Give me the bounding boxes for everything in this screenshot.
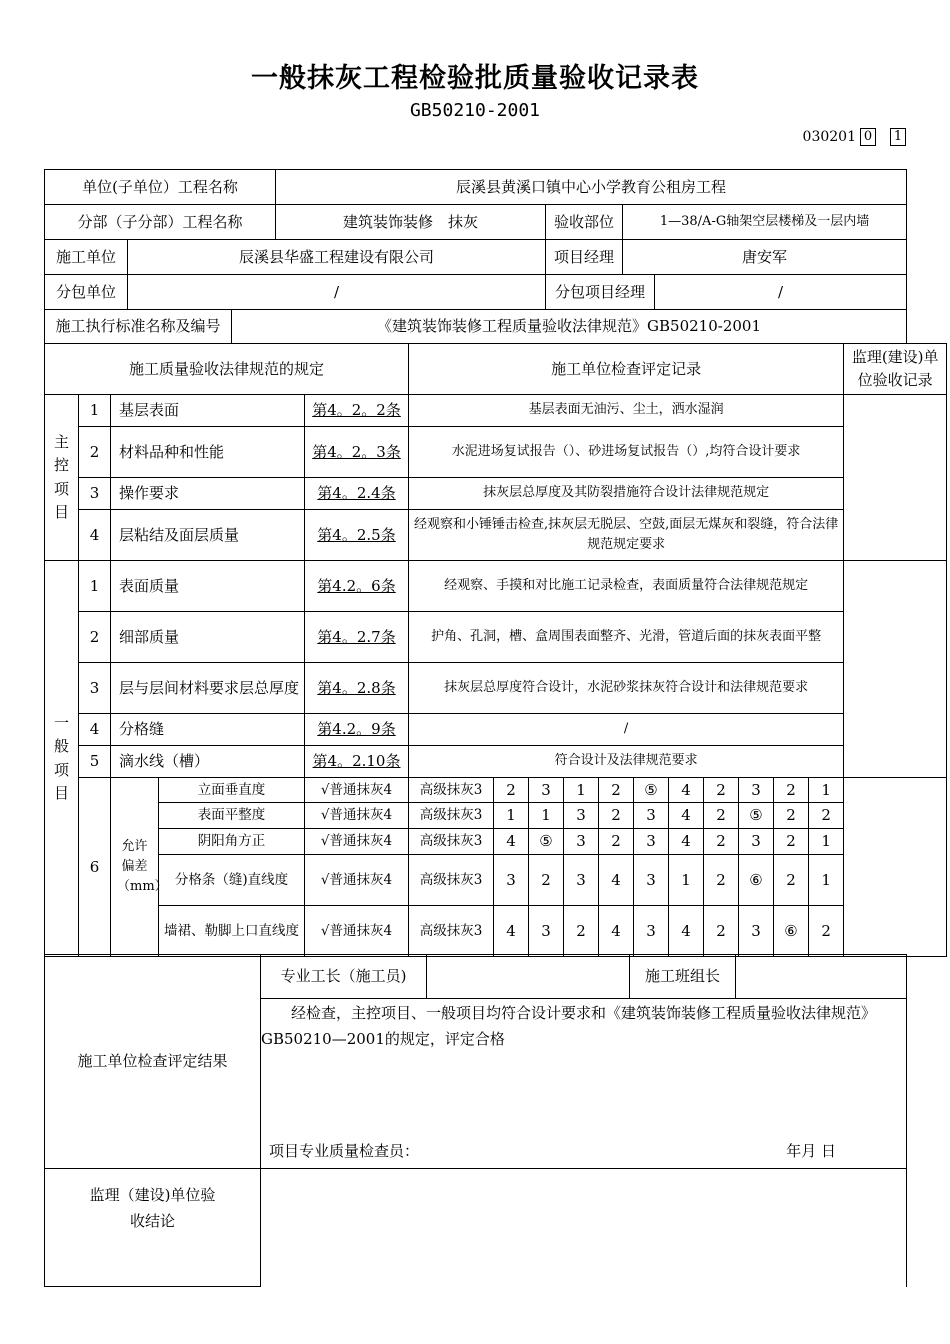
measure: 2 — [704, 803, 739, 829]
general-items-group-label: 一般项目 — [45, 561, 79, 957]
subproject-value: 建筑装饰装修 抹灰 — [276, 205, 546, 240]
main-item-clause: 第4。2.4条 — [305, 478, 409, 510]
measure: 1 — [494, 803, 529, 829]
measure: 1 — [809, 855, 844, 906]
form-code-box-1: 0 — [860, 128, 876, 146]
main-item-name: 操作要求 — [111, 478, 305, 510]
measure: 2 — [494, 778, 529, 803]
measure: ⑤ — [739, 803, 774, 829]
general-item-no: 3 — [79, 663, 111, 714]
tolerance-normal: √普通抹灰4 — [305, 829, 409, 855]
measure: 2 — [599, 803, 634, 829]
measure: 3 — [634, 855, 669, 906]
tolerance-high: 高级抹灰3 — [409, 803, 494, 829]
team-leader-value — [736, 955, 907, 999]
col-check-header: 施工单位检查评定记录 — [409, 344, 844, 395]
main-item-clause: 第4。2。3条 — [305, 427, 409, 478]
form-code — [803, 128, 906, 146]
measure: 2 — [774, 855, 809, 906]
measure: 1 — [529, 803, 564, 829]
project-value: 辰溪县黄溪口镇中心小学教育公租房工程 — [276, 170, 907, 205]
measure: 4 — [494, 906, 529, 957]
main-items-supervisor-record — [844, 395, 947, 561]
measure: 1 — [669, 855, 704, 906]
sub-pm-label: 分包项目经理 — [546, 275, 655, 310]
form-code-box-2: 1 — [890, 128, 906, 146]
date-label: 年月 日 — [786, 1142, 836, 1160]
tolerance-high: 高级抹灰3 — [409, 778, 494, 803]
general-item-no: 2 — [79, 612, 111, 663]
measure: 2 — [774, 778, 809, 803]
foreman-value — [427, 955, 630, 999]
measure: 2 — [599, 778, 634, 803]
measure: ⑤ — [634, 778, 669, 803]
main-item-record: 基层表面无油污、尘土，洒水湿润 — [409, 395, 844, 427]
main-item-no: 1 — [79, 395, 111, 427]
measure: 4 — [669, 778, 704, 803]
main-item-clause: 第4。2.5条 — [305, 510, 409, 561]
tolerance-label: 允许偏差（mm） — [111, 778, 159, 957]
col-spec-header: 施工质量验收法律规范的规定 — [45, 344, 409, 395]
tolerance-normal: √普通抹灰4 — [305, 803, 409, 829]
main-items-group-label: 主控项目 — [45, 395, 79, 561]
result-label: 施工单位检查评定结果 — [45, 955, 261, 1169]
general-item-name: 滴水线（槽） — [111, 746, 305, 778]
general-item-name: 表面质量 — [111, 561, 305, 612]
measure: 3 — [529, 778, 564, 803]
measure: 2 — [774, 803, 809, 829]
general-item-clause: 第4.2。6条 — [305, 561, 409, 612]
main-item-name: 材料品种和性能 — [111, 427, 305, 478]
acceptance-part-label: 验收部位 — [546, 205, 623, 240]
measure: 4 — [669, 829, 704, 855]
main-item-record: 经观察和小锤锤击检查,抹灰层无脱层、空鼓,面层无煤灰和裂缝，符合法律规范规定要求 — [409, 510, 844, 561]
general-item-no: 5 — [79, 746, 111, 778]
contractor-value: 辰溪县华盛工程建设有限公司 — [128, 240, 546, 275]
std-label: 施工执行标准名称及编号 — [45, 310, 232, 344]
measure: 2 — [704, 906, 739, 957]
measure: 3 — [529, 906, 564, 957]
form-title: 一般抹灰工程检验批质量验收记录表 — [251, 63, 699, 94]
general-item-no: 1 — [79, 561, 111, 612]
general-item-clause: 第4.2。9条 — [305, 714, 409, 746]
subcontractor-label: 分包单位 — [45, 275, 128, 310]
std-value: 《建筑装饰装修工程质量验收法律规范》GB50210-2001 — [232, 310, 907, 344]
measure: 3 — [634, 829, 669, 855]
general-item-record: 护角、孔洞，槽、盒周围表面整齐、光滑，管道后面的抹灰表面平整 — [409, 612, 844, 663]
acceptance-part-value: 1—38/A-G轴架空层楼梯及一层内墙 — [623, 205, 907, 240]
measure: 4 — [599, 855, 634, 906]
measure: 3 — [634, 803, 669, 829]
measure: 4 — [669, 803, 704, 829]
main-item-no: 2 — [79, 427, 111, 478]
result-table — [44, 954, 907, 1287]
header-table — [44, 169, 907, 344]
main-item-clause: 第4。2。2条 — [305, 395, 409, 427]
measure: 2 — [774, 829, 809, 855]
standard-number: GB50210-2001 — [409, 100, 541, 121]
tolerance-name: 分格条（缝)直线度 — [159, 855, 305, 906]
foreman-label: 专业工长（施工员) — [261, 955, 427, 999]
measure: 3 — [739, 906, 774, 957]
tolerance-normal: √普通抹灰4 — [305, 778, 409, 803]
tolerance-name: 表面平整度 — [159, 803, 305, 829]
measure: 3 — [564, 855, 599, 906]
measure: 3 — [564, 803, 599, 829]
general-item-name: 分格缝 — [111, 714, 305, 746]
main-item-name: 基层表面 — [111, 395, 305, 427]
main-item-record: 水泥进场复试报告（）、砂进场复试报告（）,均符合设计要求 — [409, 427, 844, 478]
main-item-no: 3 — [79, 478, 111, 510]
general-item-no: 4 — [79, 714, 111, 746]
measure: 3 — [494, 855, 529, 906]
measure: 1 — [564, 778, 599, 803]
form-code-prefix: 030201 — [802, 129, 856, 145]
measure: 2 — [564, 906, 599, 957]
measure: 3 — [739, 778, 774, 803]
measure: 2 — [529, 855, 564, 906]
general-item-clause: 第4。2.8条 — [305, 663, 409, 714]
tolerance-high: 高级抹灰3 — [409, 855, 494, 906]
inspector-label: 项目专业质量检查员： — [269, 1142, 420, 1160]
general-items-supervisor-record — [844, 561, 947, 778]
measure: ⑥ — [739, 855, 774, 906]
general-item-record: / — [409, 714, 844, 746]
tolerance-name: 阴阳角方正 — [159, 829, 305, 855]
subcontractor-value: / — [128, 275, 546, 310]
supervision-label: 监理（建设)单位验收结论 — [45, 1169, 261, 1287]
tolerance-item-no: 6 — [79, 778, 111, 957]
general-item-clause: 第4。2.10条 — [305, 746, 409, 778]
general-item-record: 经观察、手摸和对比施工记录检查，表面质量符合法律规范规定 — [409, 561, 844, 612]
measure: 2 — [809, 906, 844, 957]
sub-pm-value: / — [655, 275, 907, 310]
measure: 2 — [704, 778, 739, 803]
pm-value: 唐安军 — [623, 240, 907, 275]
measure: ⑥ — [774, 906, 809, 957]
general-item-name: 层与层间材料要求层总厚度 — [111, 663, 305, 714]
col-supervisor-header: 监理(建设)单位验收记录 — [844, 344, 947, 395]
main-item-name: 层粘结及面层质量 — [111, 510, 305, 561]
measure: 1 — [809, 778, 844, 803]
tolerance-high: 高级抹灰3 — [409, 829, 494, 855]
measure: 4 — [669, 906, 704, 957]
measure: 3 — [564, 829, 599, 855]
pm-label: 项目经理 — [546, 240, 623, 275]
tolerance-supervisor-record — [844, 778, 947, 957]
measure: ⑤ — [529, 829, 564, 855]
measure: 1 — [809, 829, 844, 855]
measure: 4 — [494, 829, 529, 855]
contractor-label: 施工单位 — [45, 240, 128, 275]
supervision-value — [261, 1169, 907, 1287]
result-conclusion: 经检查，主控项目、一般项目均符合设计要求和《建筑装饰装修工程质量验收法律规范》GB50210—2001的规定，评定合格 — [261, 1004, 877, 1048]
tolerance-normal: √普通抹灰4 — [305, 855, 409, 906]
main-item-record: 抹灰层总厚度及其防裂措施符合设计法律规范规定 — [409, 478, 844, 510]
general-item-name: 细部质量 — [111, 612, 305, 663]
tolerance-name: 立面垂直度 — [159, 778, 305, 803]
general-item-record: 抹灰层总厚度符合设计，水泥砂浆抹灰符合设计和法律规范要求 — [409, 663, 844, 714]
measure: 4 — [599, 906, 634, 957]
tolerance-name: 墙裙、勒脚上口直线度 — [159, 906, 305, 957]
general-item-record: 符合设计及法律规范要求 — [409, 746, 844, 778]
tolerance-normal: √普通抹灰4 — [305, 906, 409, 957]
subproject-label: 分部（子分部）工程名称 — [45, 205, 276, 240]
project-label: 单位(子单位）工程名称 — [45, 170, 276, 205]
general-item-clause: 第4。2.7条 — [305, 612, 409, 663]
items-table — [44, 343, 947, 957]
main-item-no: 4 — [79, 510, 111, 561]
measure: 2 — [704, 829, 739, 855]
measure: 2 — [704, 855, 739, 906]
measure: 2 — [809, 803, 844, 829]
measure: 3 — [634, 906, 669, 957]
measure: 2 — [599, 829, 634, 855]
tolerance-high: 高级抹灰3 — [409, 906, 494, 957]
team-leader-label: 施工班组长 — [630, 955, 736, 999]
result-conclusion-cell — [261, 999, 907, 1169]
measure: 3 — [739, 829, 774, 855]
